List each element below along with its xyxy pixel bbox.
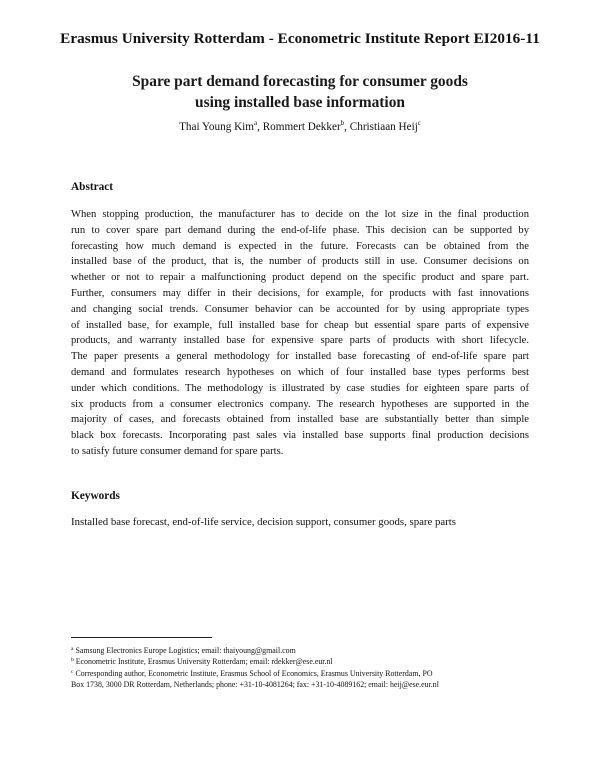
footnote-text: Samsung Electronics Europe Logistics; email: thaiyoung@gmail.com	[75, 646, 296, 655]
abstract-line: installed base of the product, that is, the number of products still in use. Consumer decisions on	[71, 256, 529, 268]
abstract-line: whether or not to repair a malfunctioning product depend on the specific product and spare part.	[71, 272, 529, 284]
author-mark: c	[417, 119, 421, 127]
author-list: Thai Young Kim$^a$, Rommert Dekker$^b$, Christiaan Heij$^c$	[179, 119, 421, 133]
abstract-line: products, and warranty installed base for expensive spare parts of products with short lifecycle.	[71, 335, 529, 347]
abstract-line: When stopping production, the manufacturer has to decide on the lot size in the final production	[71, 209, 529, 220]
author-name: Thai Young Kim	[179, 121, 254, 133]
abstract-line: Further, consumers may differ in their decisions, for example, for products with fast innovations	[71, 287, 529, 299]
abstract-line: six products from a consumer electronics company. The research hypotheses are supported in the	[71, 398, 529, 410]
abstract-line: and changing social trends. Consumer behavior can be accounted for by using appropriate types	[71, 303, 529, 315]
footnote-text: Econometric Institute, Erasmus University Rotterdam; email: rdekker@ese.eur.nl	[75, 657, 333, 667]
footnote-text: Corresponding author, Econometric Institute, Erasmus School of Economics, Erasmus University Rotterdam, PO	[75, 668, 433, 678]
author-name: Rommert Dekker	[262, 121, 341, 133]
author-mark: a	[253, 119, 258, 127]
footnote-text: Box 1738, 3000 DR Rotterdam, Netherlands; phone: +31-10-4081264; fax: +31-10-4089162; email: heij@ese.eur.nl	[71, 680, 439, 690]
abstract-line: black box forecasts. Incorporating past sales via installed base supports final production decisions	[71, 430, 529, 442]
paper-title-line-2: using installed base information	[195, 94, 405, 111]
abstract-line: majority of cases, and forecasts obtained from installed base are substantially better than simple	[71, 414, 529, 426]
abstract-line: to satisfy future consumer demand for spare parts.	[71, 445, 284, 457]
footnotes	[71, 645, 531, 691]
abstract-line: demand and formulates research hypotheses on which of four installed base types performs best	[71, 366, 529, 378]
keywords-text: Installed base forecast, end-of-life service, decision support, consumer goods, spare parts	[71, 516, 456, 528]
footnote-mark: c	[71, 668, 74, 675]
abstract-body	[71, 207, 529, 460]
author-name: Christiaan Heij	[349, 121, 418, 133]
footnote-divider	[71, 637, 212, 638]
footnote-item	[71, 668, 531, 679]
abstract-heading: Abstract	[71, 181, 114, 193]
footnote-item	[71, 679, 531, 690]
footnote-item	[71, 656, 531, 667]
abstract-line: forecasting how much demand is expected in the future. Forecasts can be obtained from the	[71, 240, 529, 252]
paper-title	[0, 71, 600, 113]
keywords-heading: Keywords	[71, 490, 120, 502]
footnote-mark: b	[71, 657, 74, 664]
footnote-item	[71, 645, 531, 656]
abstract-line: of installed base, for example, full installed base for cheap but essential spare parts of expensive	[71, 319, 529, 331]
report-header: Erasmus University Rotterdam - Econometric Institute Report EI2016-11	[60, 30, 540, 47]
paper-title-line-1: Spare part demand forecasting for consumer goods	[132, 73, 468, 90]
abstract-line: The paper presents a general methodology for installed base forecasting of end-of-life spare part	[71, 351, 529, 363]
footnote-mark: a	[71, 646, 74, 652]
author-mark: b	[340, 119, 345, 127]
abstract-line: run to cover spare part demand during the end-of-life phase. This decision can be supported by	[71, 224, 529, 236]
abstract-line: under which conditions. The methodology is illustrated by case studies for eighteen spare parts of	[71, 382, 529, 394]
